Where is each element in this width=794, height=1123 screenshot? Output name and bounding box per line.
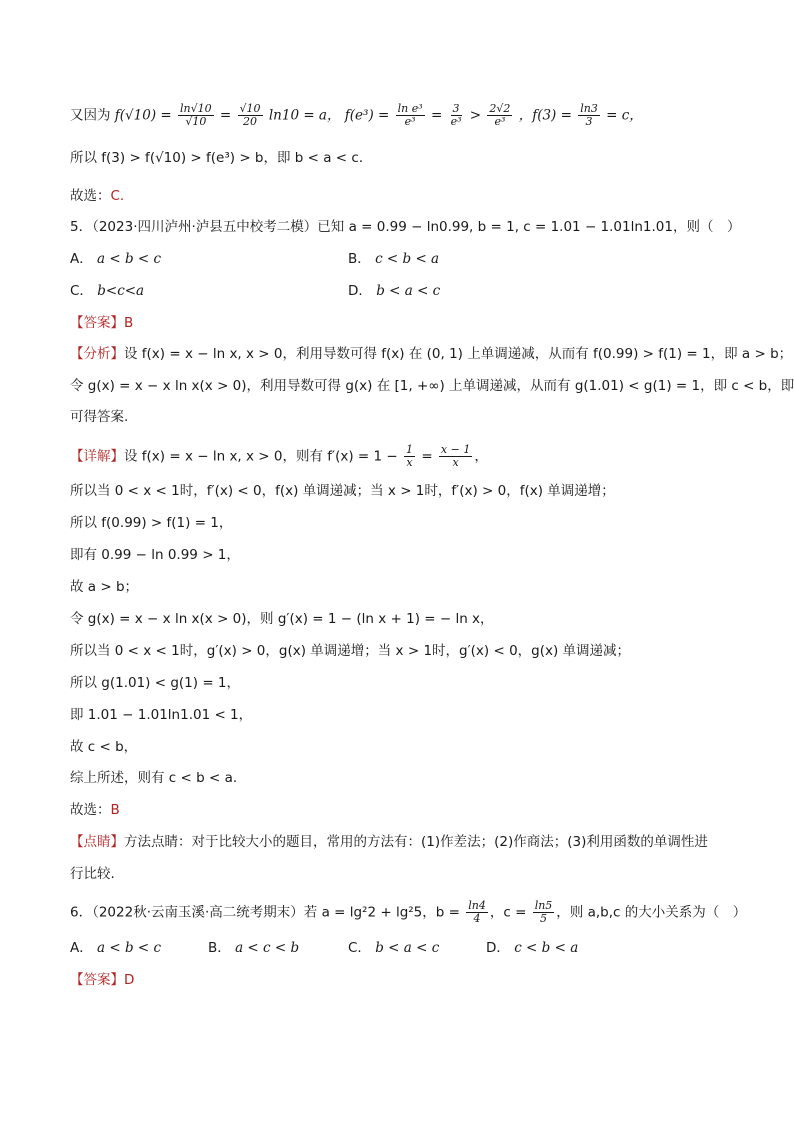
q5-analysis-1: 【分析】设 f(x) = x − ln x, x > 0，利用导数可得 f(x) 在 (0, 1) 上单调递减，从而有 f(0.99) > f(1) = 1，即 a > b；	[70, 346, 793, 362]
p1-ln10: ln10 = a，	[268, 107, 341, 124]
detail-frac-a: $\frac{1}{x}$	[406, 443, 414, 469]
p1-f-e3: f(e³) =	[344, 107, 390, 124]
q6-option-c: C． b < a < c	[348, 940, 440, 956]
p1-f-sqrt10: f(√10) =	[114, 107, 172, 124]
detail-tag: 【详解】	[70, 448, 124, 465]
q6-option-b: B． a < c < b	[208, 940, 300, 956]
q5-answer: 【答案】B	[70, 315, 134, 331]
q5-option-b: B． c < b < a	[348, 251, 440, 267]
tip-tag: 【点睛】	[70, 834, 124, 850]
line-p2: 所以 f(3) > f(√10) > f(e³) > b，即 b < a < c．	[70, 150, 373, 166]
q6-option-a: A． a < b < c	[70, 940, 162, 956]
frac-2: $\frac{√10}{20}$	[239, 102, 261, 128]
q6-c-frac: $\frac{\ln 5}{5}$	[534, 899, 553, 925]
q5-analysis-3: 可得答案.	[70, 409, 129, 425]
q5-detail-7: 所以当 0 < x < 1时，g′(x) > 0，g(x) 单调递增；当 x > 1时，g′(x) < 0，g(x) 单调递减；	[70, 643, 631, 659]
q5-detail-1: 【详解】设 f(x) = x − ln x, x > 0，则有 f′(x) = 1 − $\frac{1}{x}$ = $\frac{x - 1}{x}$ ，	[70, 443, 488, 469]
line-p1: 又因为 f(√10) = $\frac{\ln√10}{√10}$ = $\frac{√10}{20}$ ln10 = a， f(e³) = $\frac{\text{ln e³}}{\text{e³}}$ = $\frac{3}{\text{e³}}$ > $\frac{2√2}{\text{e³}}$ ，f(3) = $\frac{\ln 3}{3}$ = c，	[70, 102, 643, 128]
q5-stem: 5．（2023·四川泸州·泸县五中校考二模）已知 a = 0.99 − ln0.99, b = 1, c = 1.01 − 1.01ln1.01，则（ ）	[70, 219, 741, 235]
frac-4: $\frac{3}{\text{e³}}$	[450, 102, 462, 128]
q6-b-frac: $\frac{\ln 4}{4}$	[468, 899, 486, 925]
q5-tip-2: 行比较.	[70, 866, 115, 882]
q5-detail-8: 所以 g(1.01) < g(1) = 1，	[70, 675, 241, 691]
q5-detail-9: 即 1.01 − 1.01ln1.01 < 1，	[70, 707, 253, 723]
p3-answer: C.	[110, 188, 125, 204]
q5-detail-3: 所以 f(0.99) > f(1) = 1，	[70, 515, 233, 531]
q5-tip-1: 【点睛】方法点睛：对于比较大小的题目，常用的方法有：(1)作差法；(2)作商法；(3)利用函数的单调性进	[70, 834, 708, 850]
q5-detail-5: 故 a > b；	[70, 579, 139, 595]
q6-answer: 【答案】D	[70, 972, 135, 988]
q5-final: 故选：B	[70, 802, 120, 818]
line-p3: 故选：C.	[70, 188, 125, 204]
frac-3: $\frac{\text{ln e³}}{\text{e³}}$	[397, 102, 423, 128]
p1-lead: 又因为	[70, 107, 111, 124]
q6-stem: 6．（2022秋·云南玉溪·高二统考期末）若 a = lg²2 + lg²5，b = $\frac{\ln 4}{4}$ ，c = $\frac{\ln 5}{5}$ ，则 a,b,c 的大小关系为（ ）	[70, 899, 747, 925]
frac-1: $\frac{\ln√10}{√10}$	[180, 102, 212, 128]
q6-option-d: D． c < b < a	[486, 940, 579, 956]
q5-detail-2: 所以当 0 < x < 1时，f′(x) < 0，f(x) 单调递减；当 x > 1时，f′(x) > 0，f(x) 单调递增；	[70, 483, 615, 499]
detail-frac-b: $\frac{x - 1}{x}$	[440, 443, 471, 469]
q5-option-c: C． b<c<a	[70, 283, 145, 299]
frac-6: $\frac{\ln 3}{3}$	[580, 102, 598, 128]
q5-detail-6: 令 g(x) = x − x ln x(x > 0)，则 g′(x) = 1 − (ln x + 1) = − ln x，	[70, 611, 494, 627]
frac-5: $\frac{2√2}{\text{e³}}$	[489, 102, 511, 128]
answer-tag: 【答案】	[70, 315, 124, 331]
q5-detail-10: 故 c < b，	[70, 739, 138, 755]
analysis-tag: 【分析】	[70, 346, 124, 362]
q5-option-d: D． b < a < c	[348, 283, 441, 299]
q5-analysis-2: 令 g(x) = x − x ln x(x > 0)，利用导数可得 g(x) 在 [1, +∞) 上单调递减，从而有 g(1.01) < g(1) = 1，即 c < b，即	[70, 378, 794, 394]
q5-option-a: A． a < b < c	[70, 251, 162, 267]
q5-detail-11: 综上所述，则有 c < b < a.	[70, 770, 238, 786]
q5-detail-4: 即有 0.99 − ln 0.99 > 1，	[70, 547, 240, 563]
